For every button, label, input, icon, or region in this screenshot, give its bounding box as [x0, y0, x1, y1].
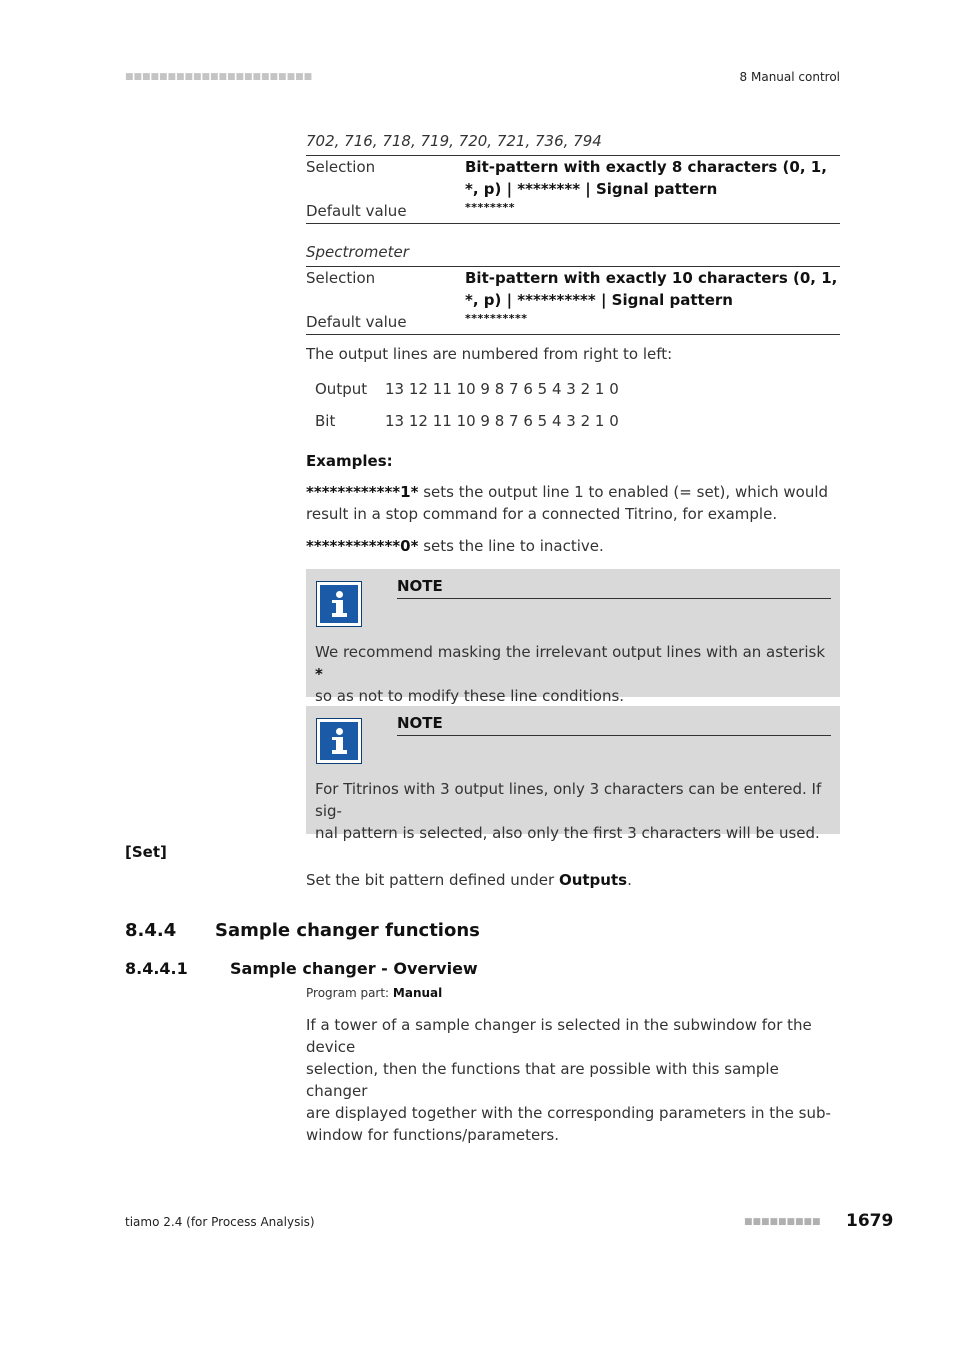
- program-part-value: Manual: [392, 986, 443, 1000]
- table-row: [306, 267, 840, 311]
- output-row: [315, 380, 619, 398]
- selection-key: Selection: [306, 269, 376, 287]
- selection-value: Bit-pattern with exactly 8 characters (0, 1, *, p) | ******** | Signal pattern: [465, 158, 827, 198]
- output-values: 13 12 11 10 9 8 7 6 5 4 3 2 1 0: [385, 380, 619, 398]
- header-decoration: ■■■■■■■■■■■■■■■■■■■■■■: [125, 72, 313, 82]
- default-value: **********: [465, 312, 528, 325]
- example-1-text-cont: result in a stop command for a connected Titrino, for example.: [306, 505, 778, 523]
- note-text-line1: For Titrinos with 3 output lines, only 3 characters can be entered. If sig-: [315, 780, 822, 820]
- footer-decoration: ■■■■■■■■■: [744, 1217, 821, 1227]
- bit-values: 13 12 11 10 9 8 7 6 5 4 3 2 1 0: [385, 412, 619, 430]
- note-box-titrino-lines: [306, 706, 840, 842]
- section-title: Sample changer functions: [215, 920, 480, 941]
- example-2-code: ************0*: [306, 537, 419, 555]
- note-text: [315, 641, 830, 707]
- parameter-table-8bit: [306, 155, 840, 224]
- table-row: [306, 156, 840, 200]
- table-row: [306, 200, 840, 223]
- program-part-label: Program part:: [306, 986, 393, 1000]
- output-label: Output: [315, 380, 368, 398]
- parameter-table-10bit: [306, 266, 840, 335]
- set-text: Set the bit pattern defined under: [306, 871, 559, 889]
- overview-line4: window for functions/parameters.: [306, 1126, 559, 1144]
- outputs-term: Outputs: [558, 871, 628, 889]
- note-text-line2: so as not to modify these line conditions.: [315, 687, 625, 705]
- note-text-line2: nal pattern is selected, also only the first 3 characters will be used.: [315, 824, 820, 842]
- running-chapter-title: 8 Manual control: [739, 70, 840, 84]
- default-key: Default value: [306, 202, 407, 220]
- device-list-titrino: 702, 716, 718, 719, 720, 721, 736, 794: [306, 132, 602, 150]
- numbering-text: The output lines are numbered from right to left:: [306, 345, 673, 363]
- example-2: [306, 535, 842, 557]
- table-row: [306, 311, 840, 334]
- set-text-end: .: [627, 871, 632, 889]
- selection-key: Selection: [306, 158, 376, 176]
- note-text-line1: We recommend masking the irrelevant output lines with an asterisk: [315, 643, 826, 661]
- examples-title: Examples:: [306, 452, 393, 470]
- section-heading-8-4-4-1: [125, 959, 478, 978]
- example-1-text: sets the output line 1 to enabled (= set), which would: [418, 483, 829, 501]
- example-2-text: sets the line to inactive.: [418, 537, 604, 555]
- program-part: [306, 986, 442, 1000]
- default-key: Default value: [306, 313, 407, 331]
- example-1-code: ************1*: [306, 483, 419, 501]
- set-description: [306, 869, 842, 891]
- info-icon: [316, 718, 362, 764]
- note-text: [315, 778, 830, 844]
- note-box-masking: [306, 569, 840, 705]
- overview-line1: If a tower of a sample changer is selected in the subwindow for the device: [306, 1016, 812, 1056]
- device-list-spectrometer: Spectrometer: [306, 243, 409, 261]
- asterisk-symbol: *: [315, 665, 323, 683]
- bit-label: Bit: [315, 412, 336, 430]
- note-title: NOTE: [397, 714, 831, 736]
- section-number: 8.4.4.1: [125, 959, 188, 978]
- footer-product-name: tiamo 2.4 (for Process Analysis): [125, 1215, 315, 1229]
- section-number: 8.4.4: [125, 920, 177, 941]
- section-title: Sample changer - Overview: [230, 959, 478, 978]
- note-title: NOTE: [397, 577, 831, 599]
- overview-line2: selection, then the functions that are possible with this sample changer: [306, 1060, 779, 1100]
- overview-line3: are displayed together with the corresponding parameters in the sub-: [306, 1104, 831, 1122]
- page-number: 1679: [846, 1211, 894, 1231]
- section-heading-8-4-4: [125, 920, 480, 941]
- overview-paragraph: [306, 1014, 842, 1146]
- selection-value: Bit-pattern with exactly 10 characters (0, 1, *, p) | ********** | Signal pattern: [465, 269, 838, 309]
- example-1: [306, 481, 842, 525]
- default-value: ********: [465, 201, 516, 214]
- info-icon: [316, 581, 362, 627]
- bit-row: [315, 412, 619, 430]
- set-button-label: [Set]: [125, 843, 167, 861]
